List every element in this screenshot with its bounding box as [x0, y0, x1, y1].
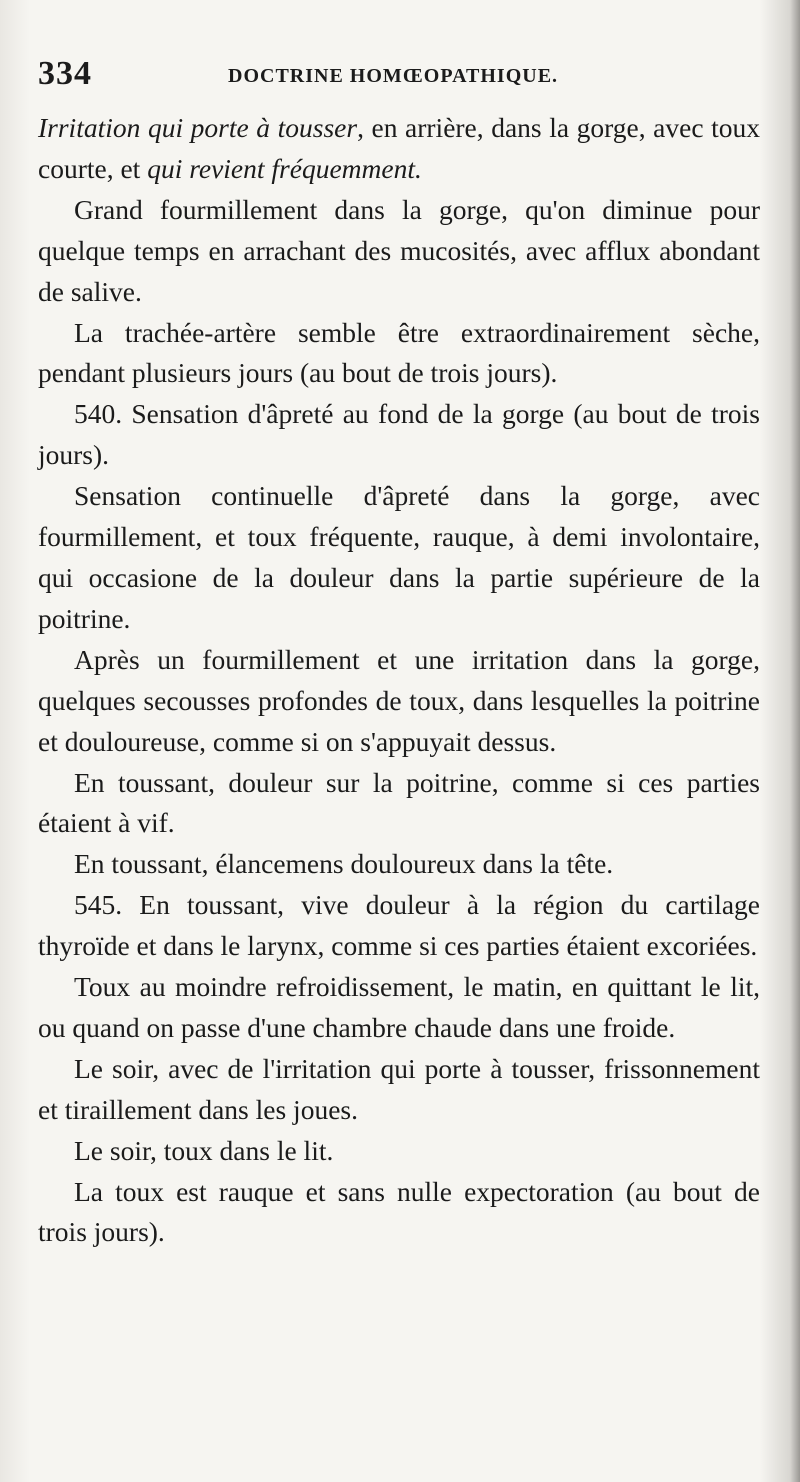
- running-title: DOCTRINE HOMŒOPATHIQUE.: [228, 65, 559, 87]
- paragraph-text: Le soir, avec de l'irritation qui porte à tousser, frissonnement et tiraillement dans les joues.: [38, 1052, 760, 1125]
- paragraph-text-italic: Irritation qui porte à tousser: [38, 112, 358, 143]
- paragraph: [38, 844, 760, 885]
- page-body: [38, 108, 760, 1253]
- paragraph: [38, 476, 760, 640]
- paragraph-text-italic: qui revient fréquemment.: [147, 152, 422, 184]
- paragraph-text: 540. Sensation d'âpreté au fond de la gorge (au bout de trois jours).: [38, 398, 760, 471]
- page-number: 334: [38, 55, 92, 92]
- paragraph: [38, 394, 760, 476]
- paragraph-text: Après un fourmillement et une irritation dans la gorge, quelques secousses profondes de toux, dans lesquelles la poitrine et douloureuse, comme si on s'appuyait dessus.: [38, 643, 760, 757]
- paragraph-text: En toussant, douleur sur la poitrine, comme si ces parties étaient à vif.: [38, 766, 760, 839]
- paragraph: [38, 967, 760, 1049]
- page-header: [38, 55, 758, 95]
- paragraph-text: Le soir, toux dans le lit.: [74, 1134, 334, 1166]
- paragraph: [38, 313, 760, 395]
- paragraph: [38, 885, 760, 967]
- paragraph: [38, 1172, 760, 1254]
- paragraph: [38, 190, 760, 313]
- paragraph-text: 545. En toussant, vive douleur à la région du cartilage thyroïde et dans le larynx, comme si ces parties étaient excoriées.: [38, 889, 760, 962]
- paragraph: [38, 763, 760, 845]
- paragraph: [38, 640, 760, 763]
- paragraph-text: La trachée-artère semble être extraordinairement sèche, pendant plusieurs jours (au bout de trois jours).: [38, 316, 760, 389]
- paragraph: [38, 1049, 760, 1131]
- paragraph: [38, 108, 760, 190]
- paragraph-text: En toussant, élancemens douloureux dans la tête.: [74, 848, 614, 880]
- paragraph-text: , en arrière, dans la gorge, avec toux courte, et: [38, 112, 760, 184]
- paragraph-text: Toux au moindre refroidissement, le matin, en quittant le lit, ou quand on passe d'une chambre chaude dans une froide.: [38, 971, 760, 1043]
- paragraph: [38, 1131, 760, 1172]
- paragraph-text: Grand fourmillement dans la gorge, qu'on diminue pour quelque temps en arrachant des mucosités, avec afflux abondant de salive.: [38, 193, 760, 307]
- paragraph-text: Sensation continuelle d'âpreté dans la gorge, avec fourmillement, et toux fréquente, rauque, à demi involontaire, qui occasione de la douleur dans la partie supérieure de la poitrine.: [38, 480, 760, 634]
- paragraph-text: La toux est rauque et sans nulle expectoration (au bout de trois jours).: [38, 1175, 760, 1248]
